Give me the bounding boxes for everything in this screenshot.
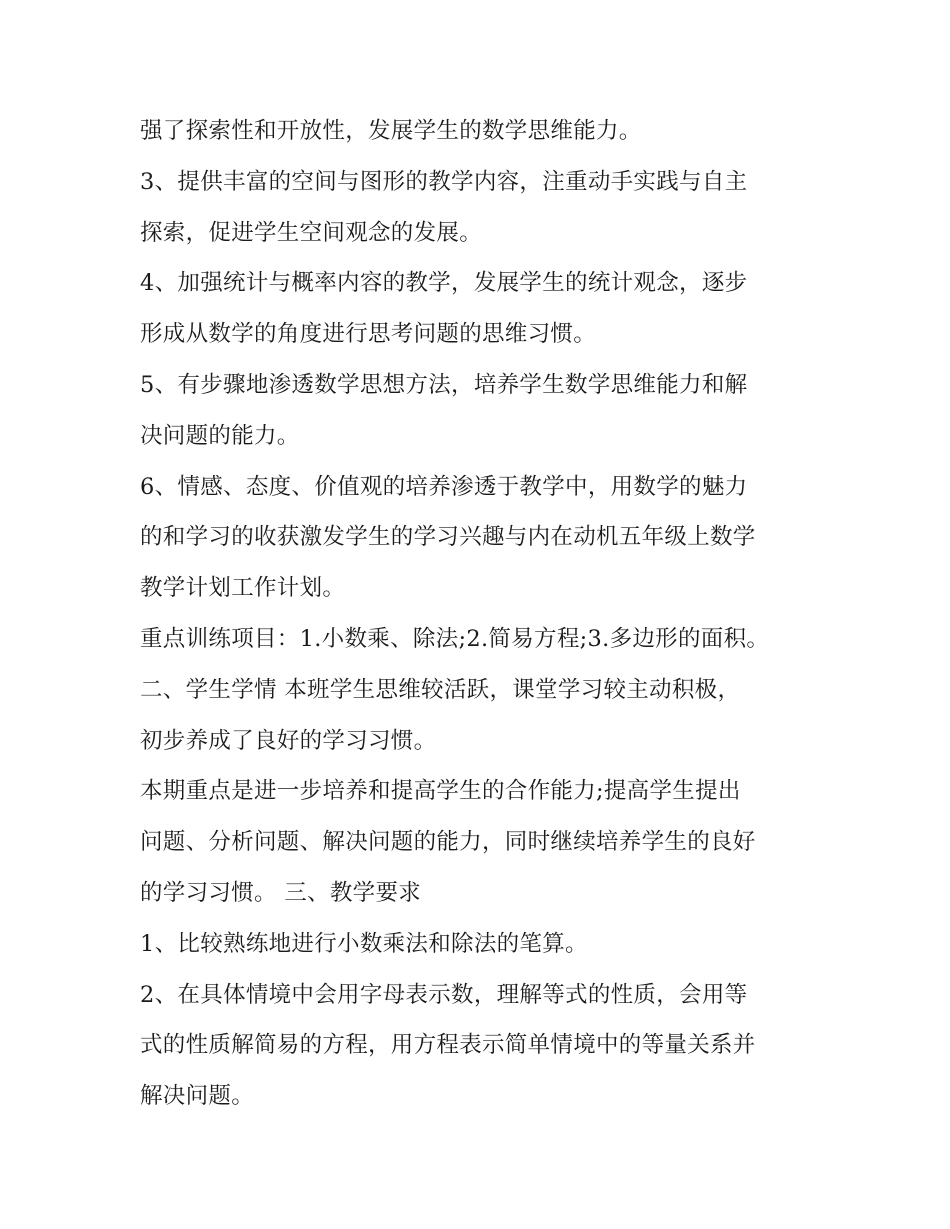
text-line: 解决问题。: [140, 1083, 255, 1110]
text-line: 问题、分析问题、解决问题的能力，同时继续培养学生的良好: [140, 829, 756, 856]
text-line: 二、学生学情 本班学生思维较活跃，课堂学习较主动积极，: [140, 676, 741, 703]
text-line: 初步养成了良好的学习习惯。: [140, 727, 437, 754]
text-line: 探索，促进学生空间观念的发展。: [140, 219, 483, 246]
text-line: 重点训练项目：1.小数乘、除法;2.简易方程;3.多边形的面积。: [140, 625, 770, 652]
text-line: 的学习习惯。 三、教学要求: [140, 879, 422, 906]
text-line: 6、情感、态度、价值观的培养渗透于教学中，用数学的魅力: [140, 473, 748, 500]
text-line: 3、提供丰富的空间与图形的教学内容，注重动手实践与自主: [140, 168, 748, 195]
text-line: 4、加强统计与概率内容的教学，发展学生的统计观念，逐步: [140, 270, 748, 297]
text-line: 式的性质解简易的方程，用方程表示简单情境中的等量关系并: [140, 1032, 756, 1059]
text-line: 教学计划工作计划。: [140, 575, 346, 602]
text-line: 决问题的能力。: [140, 422, 300, 449]
text-line: 强了探索性和开放性，发展学生的数学思维能力。: [140, 118, 642, 144]
text-line: 形成从数学的角度进行思考问题的思维习惯。: [140, 321, 597, 348]
text-line: 本期重点是进一步培养和提高学生的合作能力;提高学生提出: [140, 778, 741, 805]
text-line: 的和学习的收获激发学生的学习兴趣与内在动机五年级上数学: [140, 524, 756, 551]
document-body: [140, 106, 830, 1122]
text-line: 1、比较熟练地进行小数乘法和除法的笔算。: [140, 930, 588, 957]
text-line: 2、在具体情境中会用字母表示数，理解等式的性质，会用等: [140, 981, 748, 1008]
text-line: 5、有步骤地渗透数学思想方法，培养学生数学思维能力和解: [140, 371, 748, 398]
